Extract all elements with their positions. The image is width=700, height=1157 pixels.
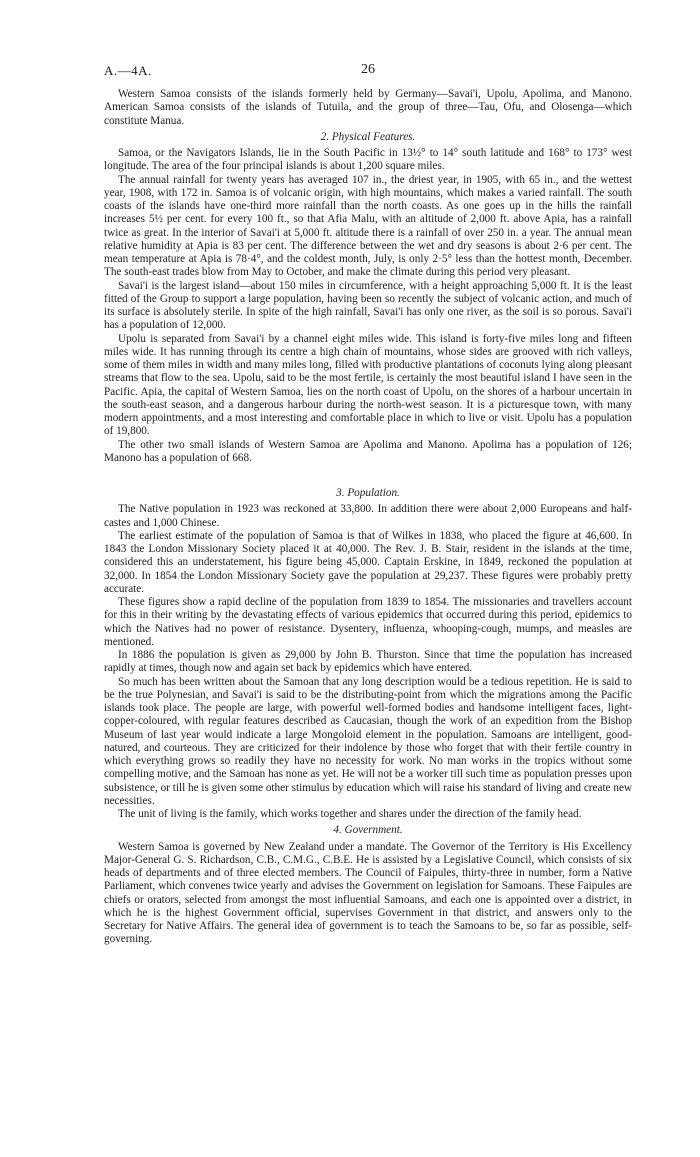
paragraph: The earliest estimate of the population of Samoa is that of Wilkes in 1838, who placed the figure at 46,600. In 1843 the London Missionary Society placed it at 40,000. The Rev. J. B. Stair, resident in the islands at the time, considered this an understatement, his figure being 45,000. Captain Erskine, in 1849, reckoned the population at 32,000. In 1854 the London Missionary Society gave the population at 29,237. These figures were probably pretty accurate. xyxy=(104,529,632,595)
section-heading-population: 3. Population. xyxy=(336,487,400,499)
paragraph: Savai'i is the largest island—about 150 miles in circumference, with a height approaching 5,000 ft. It is the least fitted of the Group to support a large population, having been so recently the subject of volcanic action, and much of its surface is absolutely sterile. In spite of the high rainfall, Savai'i has only one river, as the soil is so porous. Savai'i has a population of 12,000. xyxy=(104,279,632,332)
paragraph: The unit of living is the family, which works together and shares under the direction of the family head. xyxy=(118,808,582,820)
paragraph: Upolu is separated from Savai'i by a channel eight miles wide. This island is forty-five miles long and fifteen miles wide. It has running through its centre a high chain of mountains, whose sides are grooved with rich valleys, some of them miles in width and many miles long, filled with productive plantations of coconuts lying along pleasant streams that flow to the sea. Upolu, said to be the most fertile, is certainly the most beautiful island I have seen in the Pacific. Apia, the capital of Western Samoa, lies on the north coast of Upolu, on the shores of a harbour uncertain in the south-east season, and a dangerous harbour during the north-west season. It is a picturesque town, with many modern appointments, and a most interesting and comfortable place in which to live or visit. Upolu has a population of 19,800. xyxy=(104,332,632,438)
paragraph: The other two small islands of Western Samoa are Apolima and Manono. Apolima has a population of 126; Manono has a population of 668. xyxy=(104,438,632,464)
intro-paragraph: Western Samoa consists of the islands formerly held by Germany—Savai'i, Upolu, Apolima, and Manono. American Samoa consists of the islands of Tutuila, and the group of three—Tau, Ofu, and Olosenga—which constitute Manua. xyxy=(104,88,632,127)
paragraph: Western Samoa is governed by New Zealand under a mandate. The Governor of the Territory is His Excellency Major-General G. S. Richardson, C.B., C.M.G., C.B.E. He is assisted by a Legislative Council, which consists of six heads of departments and of three elected members. The Council of Faipules, thirty-three in number, form a Native Parliament, which convenes twice yearly and advises the Government on legislation for Samoans. These Faipules are chiefs or orators, selected from amongst the most influential Samoans, and each one is appointed over a district, in which he is the highest Government official, supervises Government in that district, and answers only to the Secretary for Native Affairs. The general idea of government is to teach the Samoans to be, so far as possible, self-governing. xyxy=(104,840,632,946)
document-reference: A.—4A. xyxy=(104,63,152,78)
paragraph: These figures show a rapid decline of the population from 1839 to 1854. The missionaries and travellers account for this in their writing by the devastating effects of various epidemics that occurred during this period, epidemics to which the Natives had no power of resistance. Dysentery, influenza, whooping-cough, mumps, and measles are mentioned. xyxy=(104,596,632,648)
page-number: 26 xyxy=(361,62,375,77)
paragraph: In 1886 the population is given as 29,000 by John B. Thurston. Since that time the population has increased rapidly at times, though now and again set back by epidemics which have entered. xyxy=(104,649,632,675)
section-heading-government: 4. Government. xyxy=(333,824,403,837)
paragraph: The annual rainfall for twenty years has averaged 107 in., the driest year, in 1905, with 65 in., and the wettest year, 1908, with 172 in. Samoa is of volcanic origin, with high mountains, which makes a varied rainfall. The south coasts of the islands have one-third more rainfall than the north coasts. As one goes up in the hills the rainfall increases 5½ per cent. for every 100 ft., so that Afia Malu, with an altitude of 2,000 ft. above Apia, has a rainfall twice as great. In the interior of Savai'i at 5,000 ft. altitude there is a rainfall of over 250 in. a year. The annual mean relative humidity at Apia is 83 per cent. The difference between the wet and dry seasons is about 2·6 per cent. The mean temperature at Apia is 78·4°, and the coldest month, July, is only 2·5° less than the hottest month, December. The south-east trades blow from May to October, and make the climate during this period very pleasant. xyxy=(104,173,632,279)
page-header xyxy=(104,58,632,88)
paragraph: So much has been written about the Samoan that any long description would be a tedious repetition. He is said to be the true Polynesian, and Savai'i is said to be the distributing-point from which the migrations among the Pacific islands took place. The people are large, with powerful well-formed bodies and handsome intelligent faces, light-copper-coloured, with regular features described as Caucasian, though the work of an expedition from the Bishop Museum of last year would indicate a large Mongoloid element in the population. Samoans are intelligent, good-natured, and courteous. They are criticized for their indolence by those who forget that with their fertile country in which everything grows so readily they have no necessity for work. No man works in the tropics without some compelling motive, and the Samoan has none as yet. He will not be a worker till such time as population presses upon subsistence, or till he is given some other stimulus by education which will raise his standard of living and create new necessities. xyxy=(104,675,632,807)
section-heading-physical-features: 2. Physical Features. xyxy=(320,130,416,143)
paragraph: The Native population in 1923 was reckoned at 33,800. In addition there were about 2,000 Europeans and half-castes and 1,000 Chinese. xyxy=(104,503,632,529)
paragraph: Samoa, or the Navigators Islands, lie in the South Pacific in 13½° to 14° south latitude and 168° to 173° west longitude. The area of the four principal islands is about 1,200 square miles. xyxy=(104,147,632,173)
